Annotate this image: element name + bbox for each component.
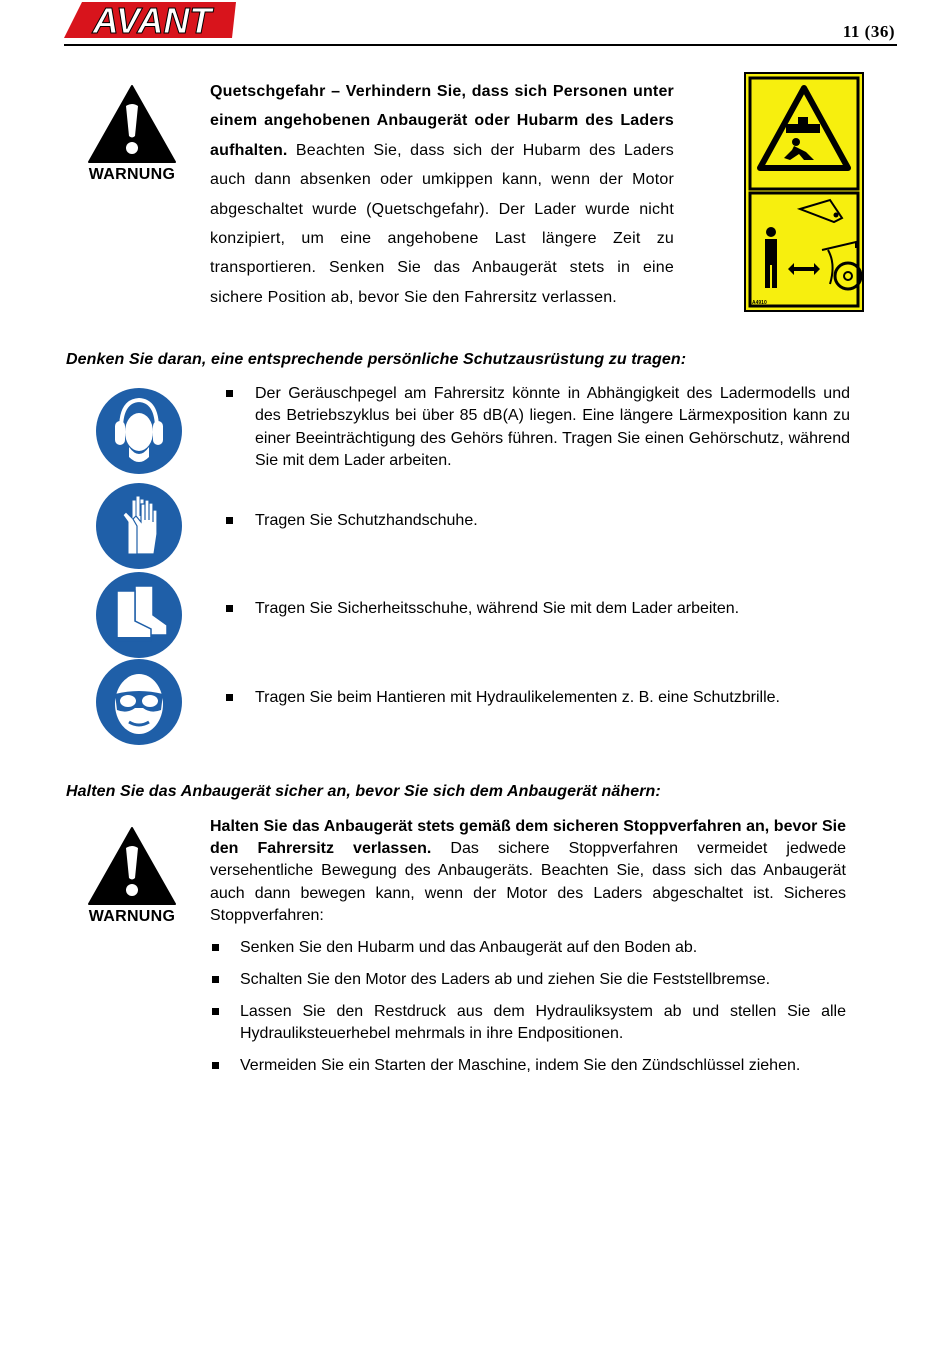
- ppe-item-goggles: [226, 687, 850, 709]
- ppe-item-text: Tragen Sie beim Hantieren mit Hydraulikelementen z. B. eine Schutzbrille.: [255, 689, 780, 706]
- ppe-item-text: Der Geräuschpegel am Fahrersitz könnte in Abhängigkeit des Ladermodells und des Betriebszyklus bei über 85 dB(A) liegen. Eine längere Lärmexposition kann zu einer Beeinträchtigung des Gehörs führen. Tragen Sie einen Gehörschutz, während Sie mit dem Lader arbeiten.: [255, 385, 850, 470]
- warning-label: WARNUNG: [88, 908, 176, 925]
- crush-hazard-paragraph: [210, 77, 674, 312]
- stop-step-text: Schalten Sie den Motor des Laders ab und ziehen Sie die Feststellbremse.: [240, 971, 771, 988]
- avant-logo: [64, 0, 236, 40]
- ppe-item-hearing: [226, 383, 850, 473]
- safety-boots-icon: [95, 571, 183, 659]
- stop-procedure-paragraph: [210, 816, 846, 927]
- warning-label: WARNUNG: [88, 166, 176, 183]
- crush-hazard-sign: [744, 72, 864, 312]
- stop-step-text: Vermeiden Sie ein Starten der Maschine, indem Sie den Zündschlüssel ziehen.: [240, 1057, 801, 1074]
- stop-step-text: Senken Sie den Hubarm und das Anbaugerät auf den Boden ab.: [240, 939, 698, 956]
- bullet-icon: [226, 605, 233, 612]
- attachment-heading: Halten Sie das Anbaugerät sicher an, bevor Sie sich dem Anbaugerät nähern:: [66, 783, 661, 800]
- stop-procedure-bold: Halten Sie das Anbaugerät stets gemäß dem sicheren Stoppverfahren an, bevor Sie den Fahrersitz verlassen.: [210, 818, 846, 858]
- ppe-item-text: Tragen Sie Schutzhandschuhe.: [255, 512, 478, 529]
- stop-step: [210, 1001, 846, 1045]
- warning-symbol: [82, 826, 182, 926]
- crush-hazard-text: Beachten Sie, dass sich der Hubarm des Laders auch dann absenken oder umkippen kann, wenn der Motor abgeschaltet wurde (Quetschgefahr). Der Lader wurde nicht konzipiert, um eine angehobene Last längere Zeit zu transportieren. Senken Sie das Anbaugerät stets in eine sichere Position ab, bevor Sie den Fahrersitz verlassen.: [210, 141, 674, 306]
- crush-hazard-bold: Quetschgefahr – Verhindern Sie, dass sich Personen unter einem angehobenen Anbaugerät oder Hubarm des Laders aufhalten.: [210, 83, 674, 159]
- warning-triangle-icon: [87, 84, 177, 164]
- ppe-item-text: Tragen Sie Sicherheitsschuhe, während Sie mit dem Lader arbeiten.: [255, 600, 740, 617]
- ppe-item-boots: [226, 598, 850, 620]
- svg-text:AVANT: AVANT: [92, 0, 212, 40]
- bullet-icon: [212, 944, 219, 951]
- stop-step: [210, 937, 846, 959]
- warning-triangle-icon: [87, 826, 177, 906]
- warning-symbol: [82, 84, 182, 184]
- bullet-icon: [226, 390, 233, 397]
- stop-step: [210, 969, 846, 991]
- bullet-icon: [212, 1062, 219, 1069]
- stop-step: [210, 1055, 846, 1077]
- safety-goggles-icon: [95, 658, 183, 746]
- ear-protection-icon: [95, 387, 183, 475]
- bullet-icon: [212, 976, 219, 983]
- stop-step-text: Lassen Sie den Restdruck aus dem Hydrauliksystem ab und stellen Sie alle Hydrauliksteuerhebel mehrmals in ihre Endpositionen.: [240, 1003, 846, 1043]
- bullet-icon: [226, 694, 233, 701]
- bullet-icon: [212, 1008, 219, 1015]
- stop-procedure-text: Das sichere Stoppverfahren vermeidet jedwede versehentliche Bewegung des Anbaugeräts. Beachten Sie, dass sich das Anbaugerät auch dann bewegen kann, wenn der Motor des Laders abgeschaltet ist. Sicheres Stoppverfahren:: [210, 840, 846, 924]
- svg-text:A4910: A4910: [752, 300, 767, 306]
- gloves-icon: [95, 482, 183, 570]
- ppe-item-gloves: [226, 510, 850, 532]
- ppe-heading: Denken Sie daran, eine entsprechende persönliche Schutzausrüstung zu tragen:: [66, 351, 687, 368]
- bullet-icon: [226, 517, 233, 524]
- header-rule: [64, 44, 897, 46]
- page-number: 11 (36): [842, 22, 895, 41]
